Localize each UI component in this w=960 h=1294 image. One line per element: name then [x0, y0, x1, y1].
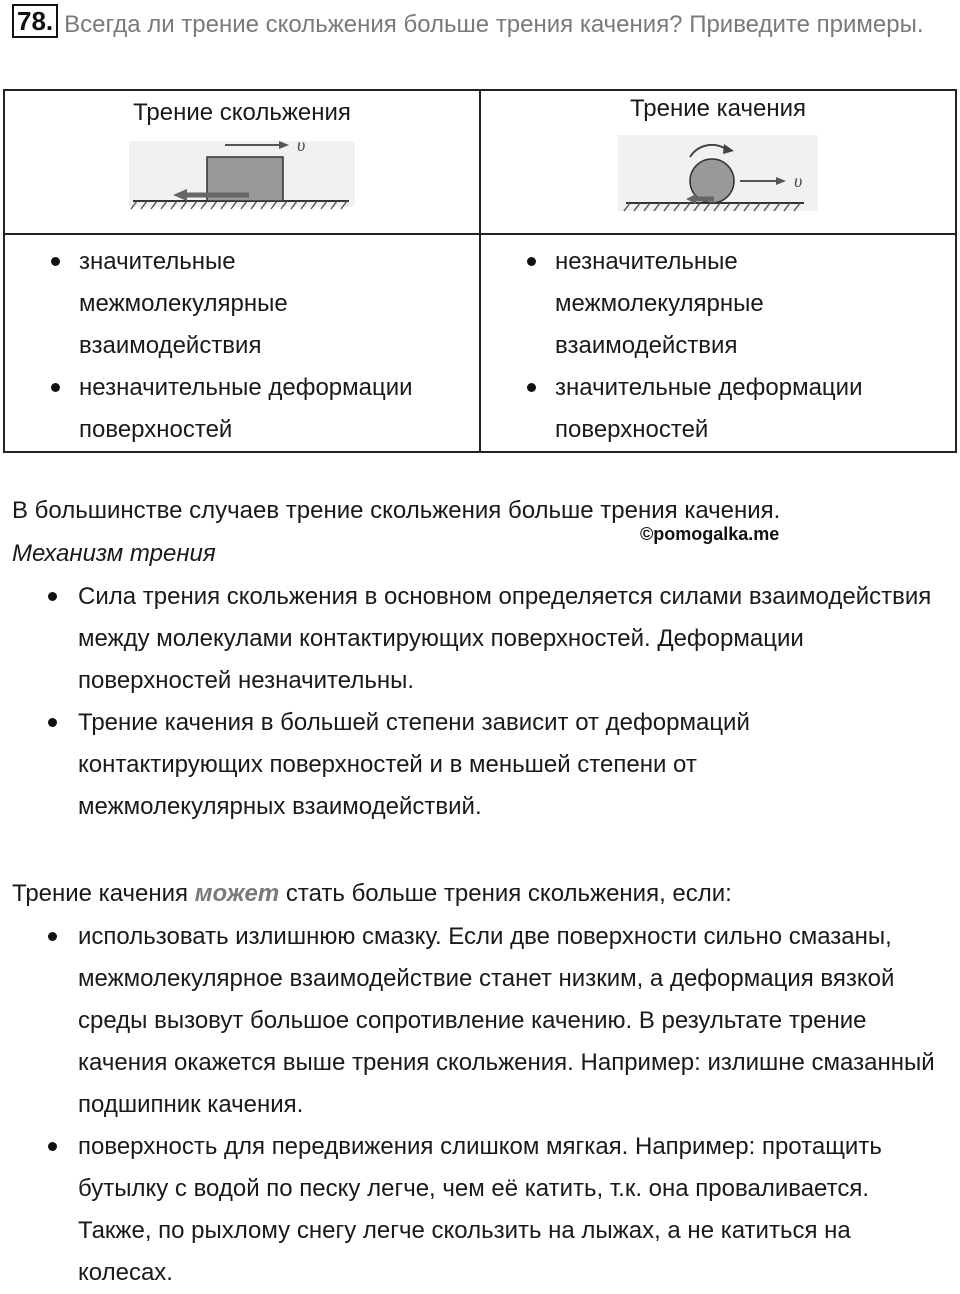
list-item: незначительные межмолекулярные взаимодействия — [555, 241, 795, 367]
rolling-properties-list — [481, 235, 955, 451]
rolling-properties-cell — [480, 234, 956, 452]
list-item: Трение качения в большей степени зависит от деформаций контактирующих поверхностей и в меньшей степени от межмолекулярных взаимодействий. — [78, 702, 838, 828]
condition-list — [78, 916, 958, 1294]
list-item: незначительные деформации поверхностей — [79, 367, 473, 451]
question-text: Всегда ли трение скольжения больше трения качения? Приведите примеры. — [64, 11, 924, 38]
sliding-properties-list — [5, 235, 479, 451]
sliding-header-cell — [4, 90, 480, 234]
list-item: значительные деформации поверхностей — [555, 367, 949, 451]
watermark: ©pomogalka.me — [640, 524, 780, 544]
sliding-block-illustration — [129, 131, 355, 221]
mechanism-title: Механизм трения — [12, 540, 216, 567]
emphasis-word: может — [194, 880, 280, 907]
summary-text: В большинстве случаев трение скольжения больше трения качения. — [12, 497, 781, 524]
rolling-ball-illustration — [618, 127, 818, 219]
list-item: поверхность для передвижения слишком мягкая. Например: протащить бутылку с водой по песку легче, чем её катить, т.к. она проваливается. Также, по рыхлому снегу легче скользить на лыжах, а не катиться на колесах. — [78, 1126, 938, 1294]
comparison-table — [3, 89, 957, 453]
svg-text:υ: υ — [297, 135, 306, 155]
question-header — [12, 4, 942, 46]
condition-intro: Трение качения может стать больше трения скольжения, если: — [12, 880, 732, 907]
question-number: 78. — [12, 4, 58, 38]
sliding-friction-title: Трение скольжения — [133, 99, 351, 126]
list-item: значительные межмолекулярные взаимодействия — [79, 241, 309, 367]
rolling-header-cell — [480, 90, 956, 234]
sliding-properties-cell — [4, 234, 480, 452]
svg-text:υ: υ — [794, 171, 803, 191]
mechanism-list — [78, 576, 958, 828]
rolling-friction-title: Трение качения — [629, 95, 807, 122]
list-item: использовать излишнюю смазку. Если две поверхности сильно смазаны, межмолекулярное взаимодействие станет низким, а деформация вязкой среды вызовут большое сопротивление качению. В результате трение качения окажется выше трения скольжения. Например: излишне смазанный подшипник качения. — [78, 916, 958, 1126]
list-item: Сила трения скольжения в основном определяется силами взаимодействия между молекулами контактирующих поверхностей. Деформации поверхностей незначительны. — [78, 576, 958, 702]
